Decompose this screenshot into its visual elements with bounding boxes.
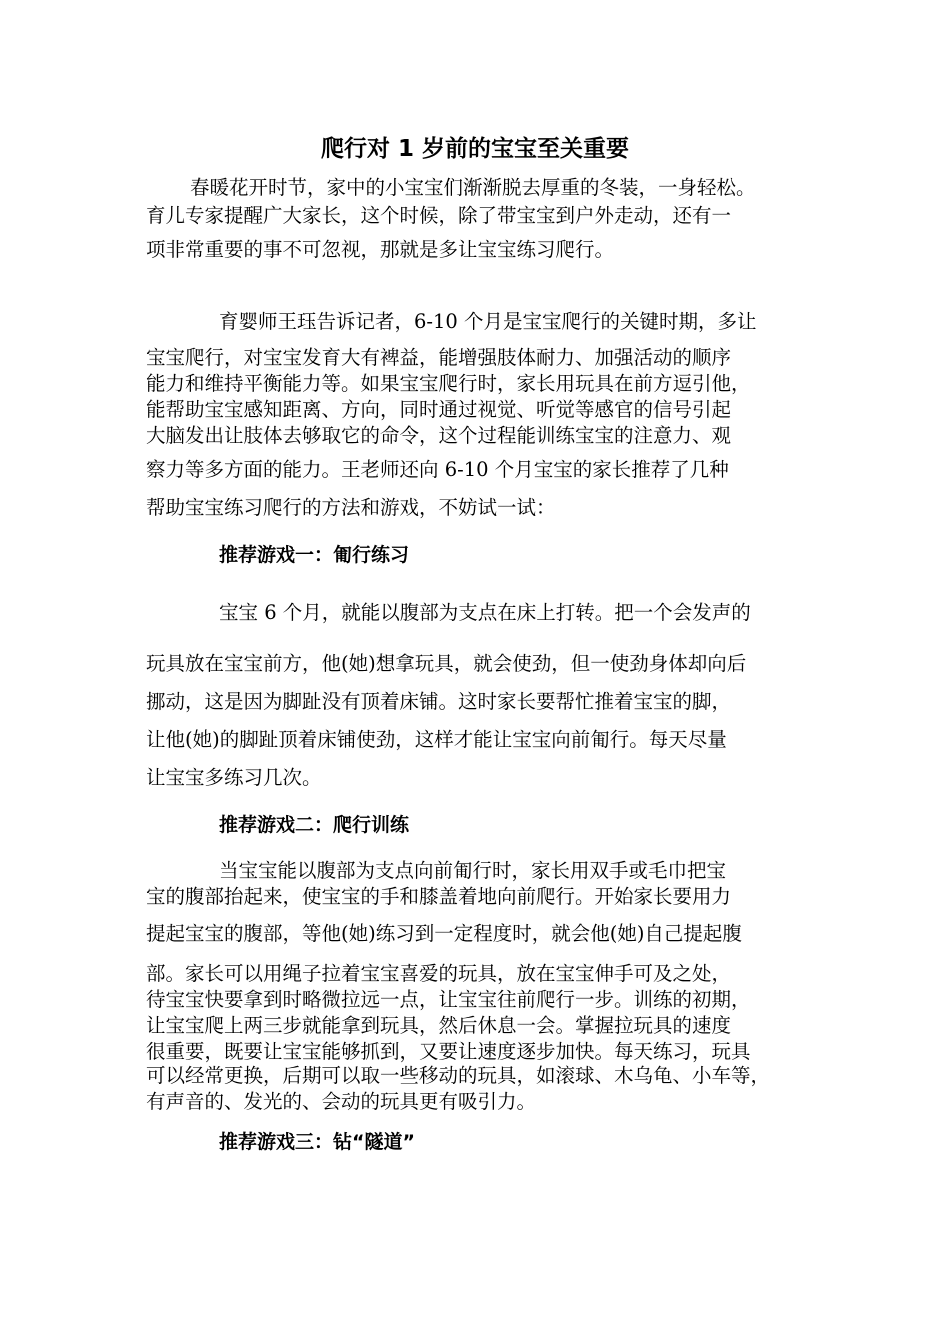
- intro-line: 春暖花开时节，家中的小宝宝们渐渐脱去厚重的冬装，一身轻松。: [190, 176, 756, 199]
- intro-line: 项非常重要的事不可忽视，那就是多让宝宝练习爬行。: [146, 238, 615, 261]
- para1-line: 育婴师王珏告诉记者，6-10 个月是宝宝爬行的关键时期，多让: [219, 310, 757, 333]
- game1-line: 玩具放在宝宝前方，他(她)想拿玩具，就会使劲，但一使劲身体却向后: [146, 652, 747, 675]
- game2-line: 有声音的、发光的、会动的玩具更有吸引力。: [146, 1090, 537, 1113]
- game2-line: 宝的腹部抬起来，使宝宝的手和膝盖着地向前爬行。开始家长要用力: [146, 885, 732, 908]
- game2-line: 很重要，既要让宝宝能够抓到，又要让速度逐步加快。每天练习，玩具: [146, 1040, 751, 1063]
- game2-line: 让宝宝爬上两三步就能拿到玩具，然后休息一会。掌握拉玩具的速度: [146, 1014, 732, 1037]
- game1-line: 挪动，这是因为脚趾没有顶着床铺。这时家长要帮忙推着宝宝的脚，: [146, 690, 732, 713]
- game2-line: 部。家长可以用绳子拉着宝宝喜爱的玩具，放在宝宝伸手可及之处，: [146, 962, 732, 985]
- document-title: 爬行对 1 岁前的宝宝至关重要: [320, 136, 630, 162]
- para1-line: 能帮助宝宝感知距离、方向，同时通过视觉、听觉等感官的信号引起: [146, 398, 732, 421]
- game2-line: 提起宝宝的腹部，等他(她)练习到一定程度时，就会他(她)自己提起腹: [146, 922, 742, 945]
- game2-line: 待宝宝快要拿到时略微拉远一点，让宝宝往前爬行一步。训练的初期，: [146, 988, 751, 1011]
- game3-heading: 推荐游戏三：钻“隧道”: [219, 1131, 415, 1153]
- game2-line: 可以经常更换，后期可以取一些移动的玩具，如滚球、木乌龟、小车等，: [146, 1064, 771, 1087]
- game1-line: 让他(她)的脚趾顶着床铺使劲，这样才能让宝宝向前匍行。每天尽量: [146, 728, 727, 751]
- para1-line: 察力等多方面的能力。王老师还向 6-10 个月宝宝的家长推荐了几种: [146, 458, 729, 481]
- para1-line: 帮助宝宝练习爬行的方法和游戏，不妨试一试：: [146, 496, 556, 519]
- para1-line: 宝宝爬行，对宝宝发育大有裨益，能增强肢体耐力、加强活动的顺序: [146, 346, 732, 369]
- game1-heading: 推荐游戏一：匍行练习: [219, 544, 410, 566]
- para1-line: 大脑发出让肢体去够取它的命令，这个过程能训练宝宝的注意力、观: [146, 424, 732, 447]
- game1-line: 宝宝 6 个月，就能以腹部为支点在床上打转。把一个会发声的: [219, 601, 751, 624]
- intro-line: 育儿专家提醒广大家长，这个时候，除了带宝宝到户外走动，还有一: [146, 204, 732, 227]
- game1-line: 让宝宝多练习几次。: [146, 766, 322, 789]
- game2-line: 当宝宝能以腹部为支点向前匍行时，家长用双手或毛巾把宝: [219, 859, 727, 882]
- game2-heading: 推荐游戏二：爬行训练: [219, 814, 410, 836]
- para1-line: 能力和维持平衡能力等。如果宝宝爬行时，家长用玩具在前方逗引他，: [146, 372, 751, 395]
